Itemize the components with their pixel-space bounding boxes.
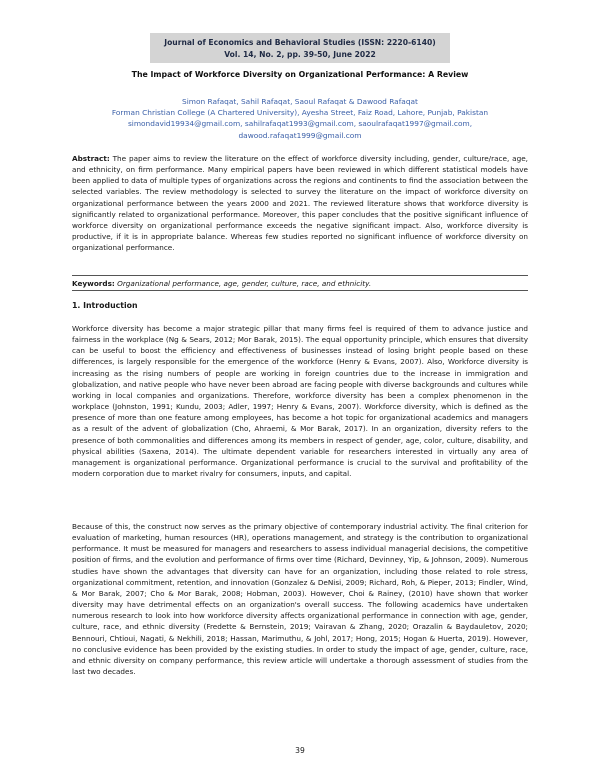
abstract-label: Abstract:: [72, 154, 110, 163]
section-heading: 1. Introduction: [72, 301, 138, 310]
journal-volume: Vol. 14, No. 2, pp. 39-50, June 2022: [224, 49, 376, 59]
author-block: [72, 96, 528, 141]
author-emails[interactable]: simondavid19934@gmail.com, sahilrafaqat1993@gmail.com, saoulrafaqat1997@gmail.com,: [127, 119, 473, 129]
author-affiliation: Forman Christian College (A Chartered University), Ayesha Street, Faiz Road, Lahore, Punjab, Pakistan: [111, 108, 489, 118]
keywords: [72, 278, 528, 289]
paragraph: Workforce diversity has become a major strategic pillar that many firms feel is required of them to advance justice and fairness in the workplace (Ng & Sears, 2012; Mor Barak, 2015). The equal opportunity principle, which ensures that diversity can be useful to boost the efficiency and effectiveness of businesses instead of losing bright people based on these differences, is largely responsible for the emergence of the workforce (Henry & Evans, 2007). Also, Workforce diversity is increasing as the rising numbers of people are working in foreign countries due to the increase in immigration and globalization, and native people who have never been abroad are facing people with diverse backgrounds and cultures while working in local companies and organizations. Therefore, workforce diversity has been a complex phenomenon in the workplace (Johnston, 1991; Kundu, 2003; Adler, 1997; Henry & Evans, 2007). Workforce diversity, which is defined as the presence of more than one feature among employees, has become a hot topic for organizational academics and managers as a result of the advent of globalization (Cho, Ahraemi, & Mor Barak, 2017). In an organization, diversity refers to the presence of both commonalities and differences among its members in respect of gender, age, color, culture, disability, and physical abilities (Saxena, 2014). The ultimate dependent variable for researchers interested in virtually any area of management is organizational performance. Organizational performance is crucial to the survival and profitability of the modern corporation due to market rivalry for consumers, inputs, and capital.: [72, 324, 528, 479]
keywords-label: Keywords:: [72, 279, 115, 288]
author-emails-cont[interactable]: dawood.rafaqat1999@gmail.com: [238, 130, 362, 140]
divider-top: [72, 275, 528, 276]
journal-header-box: [150, 33, 450, 63]
author-names: Simon Rafaqat, Sahil Rafaqat, Saoul Rafaqat & Dawood Rafaqat: [182, 97, 418, 106]
journal-name: Journal of Economics and Behavioral Studies (ISSN: 2220-6140): [164, 38, 436, 47]
divider-bottom: [72, 290, 528, 291]
abstract-text: The paper aims to review the literature on the effect of workforce diversity including, gender, culture/race, age, and ethnicity, on firm performance. Many empirical papers have been reviewed in which different statistical models have been applied to data of multiple types of organizations across the regions and continents to find the association between the selected variables. The review methodology is selected to survey the literature on the impact of workforce diversity on organizational performance between the years 2000 and 2021. The reviewed literature shows that workforce diversity is significantly related to organizational performance. Moreover, this paper concludes that the positive significant influence of workforce diversity on organizational performance exceeds the negative significant impact. Also, workforce diversity is productive, if it is in appropriate balance. Whereas few studies reported no significant influence of workforce diversity on organizational performance.: [72, 154, 528, 253]
keywords-text: Organizational performance, age, gender, culture, race, and ethnicity.: [117, 279, 372, 288]
abstract: [72, 153, 528, 253]
paper-title: The Impact of Workforce Diversity on Organizational Performance: A Review: [131, 70, 469, 79]
page-number: 39: [295, 746, 305, 755]
paragraph: Because of this, the construct now serves as the primary objective of contemporary industrial activity. The final criterion for evaluation of marketing, human resources (HR), operations management, and strategy is the contribution to organizational performance. It must be measured for managers and researchers to assess individual managerial decisions, the competitive position of firms, and the evolution and performance of firms over time (Richard, Devinney, Yip, & Johnson, 2009). Numerous studies have shown the advantages that diversity can have for an organization, including those related to role stress, organizational commitment, retention, and innovation (Gonzalez & DeNisi, 2009; Richard, Roh, & Pieper, 2013; Findler, Wind, & Mor Barak, 2007; Cho & Mor Barak, 2008; Hobman, 2003). However, Choi & Rainey, (2010) have shown that worker diversity may have detrimental effects on an organization's overall success. The following academics have undertaken numerous research to look into how workforce diversity affects organizational performance in connection with age, gender, culture, race, and ethnic diversity (Fredette & Bernstein, 2019; Vairavan & Zhang, 2020; Orazalin & Baydauletov, 2020; Bennouri, Chtioui, Nagati, & Nekhili, 2018; Hassan, Marimuthu, & Johl, 2017; Hong, 2015; Hogan & Huerta, 2019). However, no conclusive evidence has been provided by the existing studies. In order to study the impact of age, gender, culture, race, and ethnic diversity on company performance, this review article will undertake a thorough assessment of studies from the last two decades.: [72, 522, 528, 677]
